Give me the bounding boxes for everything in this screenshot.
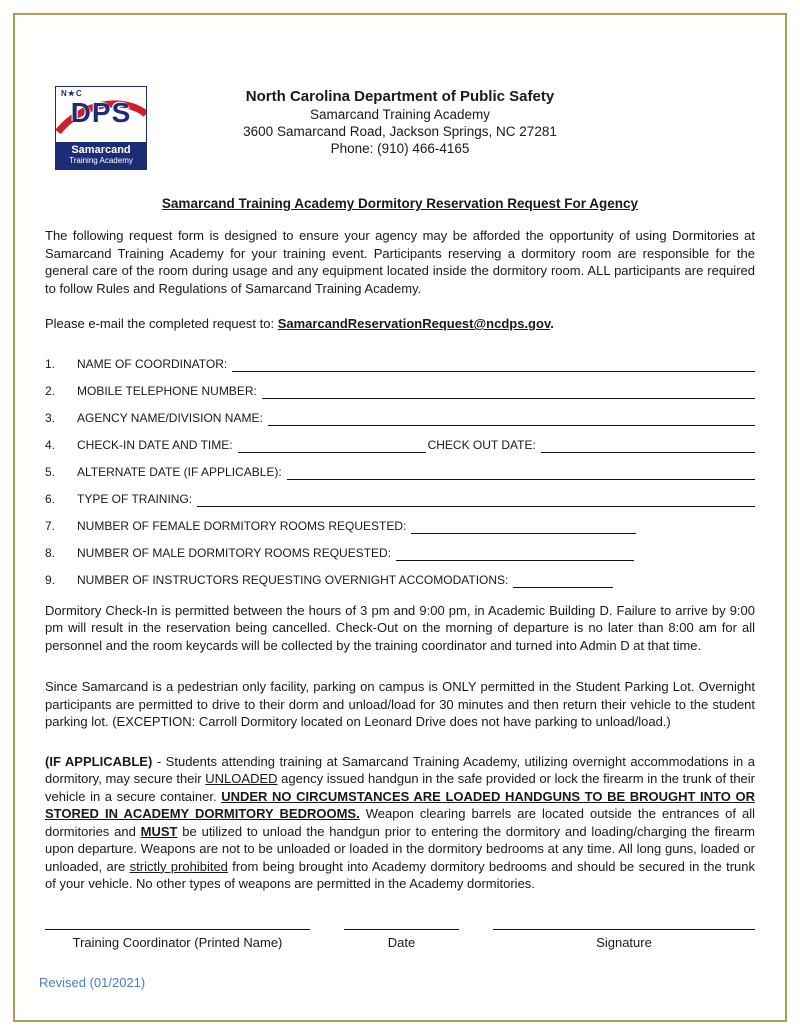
email-address[interactable]: SamarcandReservationRequest@ncdps.gov (277, 316, 551, 331)
text-segment: Please e-mail the completed request to: (45, 316, 278, 331)
logo-band-training-academy: Training Academy (69, 156, 133, 165)
male-rooms-blank-line[interactable] (396, 547, 634, 561)
field-label: MOBILE TELEPHONE NUMBER: (77, 383, 257, 398)
form-title: Samarcand Training Academy Dormitory Reservation Request For Agency (161, 196, 639, 211)
field-label: NUMBER OF FEMALE DORMITORY ROOMS REQUESTED: (77, 518, 407, 533)
date-label: Date (387, 934, 416, 950)
parking-policy-paragraph: Since Samarcand is a pedestrian only facility, parking on campus is ONLY permitted in the Student Parking Lot. Overnight participants are permitted to drive to their dorm and unload/load for 30 minutes and then return their vehicle to the student parking lot. (EXCEPTION: Carroll Dormitory located on Leonard Drive does not have parking to unload/load.) (45, 679, 755, 729)
header-text-block (45, 86, 755, 157)
field-label: TYPE OF TRAINING: (77, 491, 193, 506)
phone-line: Phone: (910) 466-4165 (330, 141, 470, 156)
field-number: 5. (45, 464, 56, 479)
text-segment: agency issued handgun in the safe provided or lock the firearm in the trunk of their vehicle in a secure container. (45, 771, 756, 804)
text-segment: MUST (140, 823, 178, 839)
text-segment: strictly prohibited (129, 858, 228, 874)
field-number: 9. (45, 572, 56, 587)
signature-label: Signature (596, 934, 652, 950)
field-number: 3. (45, 410, 56, 425)
logo-nc-monogram: N★C (61, 89, 83, 98)
signature-block (493, 915, 755, 951)
field-number: 2. (45, 383, 56, 398)
field-label: NAME OF COORDINATOR: (77, 356, 228, 371)
text-segment: Weapon clearing barrels are located outside the entrances of all dormitories and (45, 806, 755, 839)
revision-note: Revised (01/2021) (39, 974, 146, 990)
field-training-type (45, 492, 755, 507)
intro-paragraph: The following request form is designed to ensure your agency may be afforded the opportunity of using Dormitories at Samarcand Training Academy for your training event. Participants reserving a dormitory room are responsible for the general care of the room during usage and any equipment located inside the dormitory room. ALL participants are required to follow Rules and Regulations of Samarcand Training Academy. (45, 228, 755, 296)
text-segment: (IF APPLICABLE) (45, 753, 153, 769)
logo-academy-band (56, 142, 146, 169)
checkout-date-blank-line[interactable] (541, 439, 755, 453)
printed-name-label: Training Coordinator (Printed Name) (72, 934, 283, 950)
coordinator-name-blank-line[interactable] (232, 358, 755, 372)
alternate-date-blank-line[interactable] (287, 466, 755, 480)
field-number: 7. (45, 518, 56, 533)
form-fields (45, 357, 755, 588)
org-name: North Carolina Department of Public Safety (245, 88, 555, 105)
checkin-date-blank-line[interactable] (238, 439, 426, 453)
logo-band-samarcand: Samarcand (71, 144, 131, 156)
date-line[interactable] (344, 915, 459, 930)
text-segment: be utilized to unload the handgun prior to entering the dormitory and loading/charging the firearm upon departure. Weapons are not to be unloaded or loaded in the dormitory bedrooms at any time. All long guns, loaded or unloaded, are (45, 823, 755, 874)
text-segment: UNLOADED (205, 771, 278, 786)
weapons-policy-paragraph (45, 753, 755, 893)
logo-dps-area (56, 98, 146, 132)
text-segment: from being brought into Academy dormitory bedrooms and should be secured in the trunk of your vehicle. No other types of weapons are permitted in the Academy dormitories. (45, 858, 756, 891)
field-number: 1. (45, 356, 56, 371)
signature-section (45, 915, 755, 951)
printed-name-line[interactable] (45, 915, 310, 930)
dps-logo (55, 86, 147, 170)
printed-name-block (45, 915, 310, 951)
field-checkin-checkout (45, 438, 755, 453)
field-number: 4. (45, 437, 56, 452)
text-segment: - Students attending training at Samarcand Training Academy, utilizing overnight accommodations in a dormitory, may secure their (45, 753, 755, 786)
field-male-rooms (45, 546, 755, 561)
field-label: ALTERNATE DATE (IF APPLICABLE): (77, 464, 282, 479)
text-segment: . (550, 316, 554, 331)
field-instructor-accommodations (45, 573, 755, 588)
agency-name-blank-line[interactable] (268, 412, 755, 426)
address-line: 3600 Samarcand Road, Jackson Springs, NC 27281 (243, 124, 557, 139)
field-agency-name (45, 411, 755, 426)
field-coordinator-name (45, 357, 755, 372)
academy-name: Samarcand Training Academy (309, 107, 491, 122)
email-instruction (45, 315, 755, 333)
logo-dps-text: DPS (70, 97, 132, 128)
training-type-blank-line[interactable] (197, 493, 755, 507)
mobile-number-blank-line[interactable] (262, 385, 755, 399)
field-label-checkout: CHECK OUT DATE: (427, 437, 536, 452)
date-block (344, 915, 459, 951)
field-label: CHECK-IN DATE AND TIME: (77, 437, 233, 452)
female-rooms-blank-line[interactable] (411, 520, 636, 534)
field-number: 8. (45, 545, 56, 560)
field-label: NUMBER OF INSTRUCTORS REQUESTING OVERNIGHT ACCOMODATIONS: (77, 572, 509, 587)
document-header (45, 86, 755, 172)
instructor-accommodations-blank-line[interactable] (513, 574, 613, 588)
field-label: NUMBER OF MALE DORMITORY ROOMS REQUESTED: (77, 545, 392, 560)
field-label: AGENCY NAME/DIVISION NAME: (77, 410, 263, 425)
text-segment: UNDER NO CIRCUMSTANCES ARE LOADED HANDGUNS TO BE BROUGHT INTO OR STORED IN ACADEMY DORMITORY BEDROOMS. (45, 788, 755, 821)
field-female-rooms (45, 519, 755, 534)
checkin-policy-paragraph: Dormitory Check-In is permitted between the hours of 3 pm and 9:00 pm, in Academic Building D. Failure to arrive by 9:00 pm will result in the reservation being cancelled. Check-Out on the morning of departure is no later than 8:00 am for all personnel and the room keycards will be collected by the training coordinator and turned into Admin D at that time. (45, 602, 755, 653)
signature-line[interactable] (493, 915, 755, 930)
field-mobile-number (45, 384, 755, 399)
field-number: 6. (45, 491, 56, 506)
field-alternate-date (45, 465, 755, 480)
